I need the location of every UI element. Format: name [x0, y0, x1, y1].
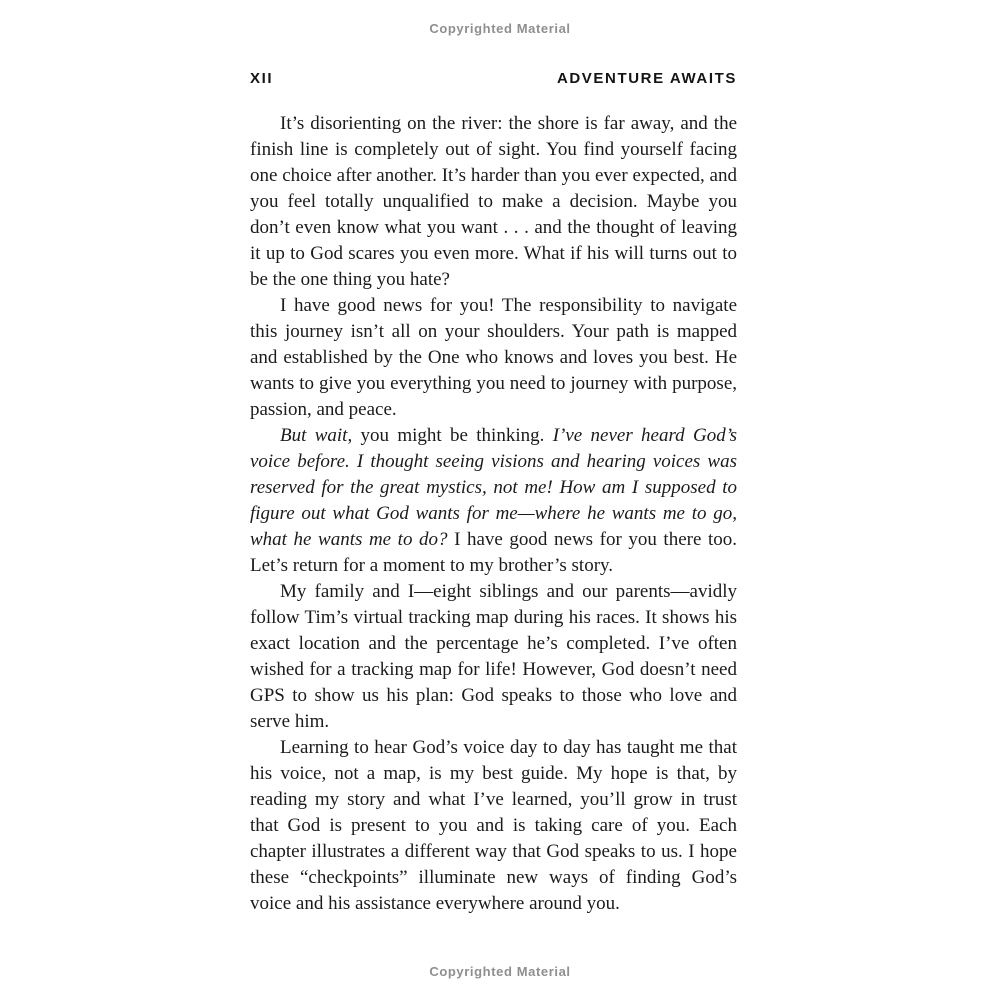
text-segment: Learning to hear God’s voice day to day has taught me that his voice, not a map, is my best guide. My hope is that, by reading my story and what I’ve learned, you’ll grow in trust that God is present to you and is taking care of you. Each chapter illustrates a different way that God speaks to us. I hope these “checkpoints” illuminate new ways of finding God’s voice and his assistance everywhere around you.: [250, 737, 737, 914]
paragraph: [250, 293, 737, 423]
text-segment: I have good news for you! The responsibility to navigate this journey isn’t all on your shoulders. Your path is mapped and established by the One who knows and loves you best. He wants to give you everything you need to journey with purpose, passion, and peace.: [250, 295, 737, 420]
paragraph: [250, 111, 737, 293]
paragraph: [250, 579, 737, 735]
copyright-notice-top: Copyrighted Material: [429, 21, 571, 36]
text-segment: I have good news for you there too. Let’s return for a moment to my brother’s story.: [250, 529, 737, 576]
text-segment: It’s disorienting on the river: the shore is far away, and the finish line is completely out of sight. You find yourself facing one choice after another. It’s harder than you ever expected, and you feel totally unqualified to make a decision. Maybe you don’t even know what you want . . . and the thought of leaving it up to God scares you even more. What if his will turns out to be the one thing you hate?: [250, 113, 737, 290]
copyright-notice-bottom: Copyrighted Material: [429, 964, 571, 979]
page-number: XII: [250, 70, 274, 87]
running-title: ADVENTURE AWAITS: [556, 70, 737, 87]
running-header: [250, 70, 737, 87]
paragraph: [250, 735, 737, 917]
text-segment: My family and I—eight siblings and our parents—avidly follow Tim’s virtual tracking map during his races. It shows his exact location and the percentage he’s completed. I’ve often wished for a tracking map for life! However, God doesn’t need GPS to show us his plan: God speaks to those who love and serve him.: [250, 581, 737, 732]
text-segment: But wait: [280, 425, 348, 446]
body-text: [250, 111, 737, 917]
paragraph: [250, 423, 737, 579]
text-segment: , you might be thinking.: [347, 425, 553, 446]
text-segment: I’ve never heard God’s voice before. I thought seeing visions and hearing voices was reserved for the great mystics, not me! How am I supposed to figure out what God wants for me—where he wants me to go, what he wants me to do?: [250, 425, 737, 550]
